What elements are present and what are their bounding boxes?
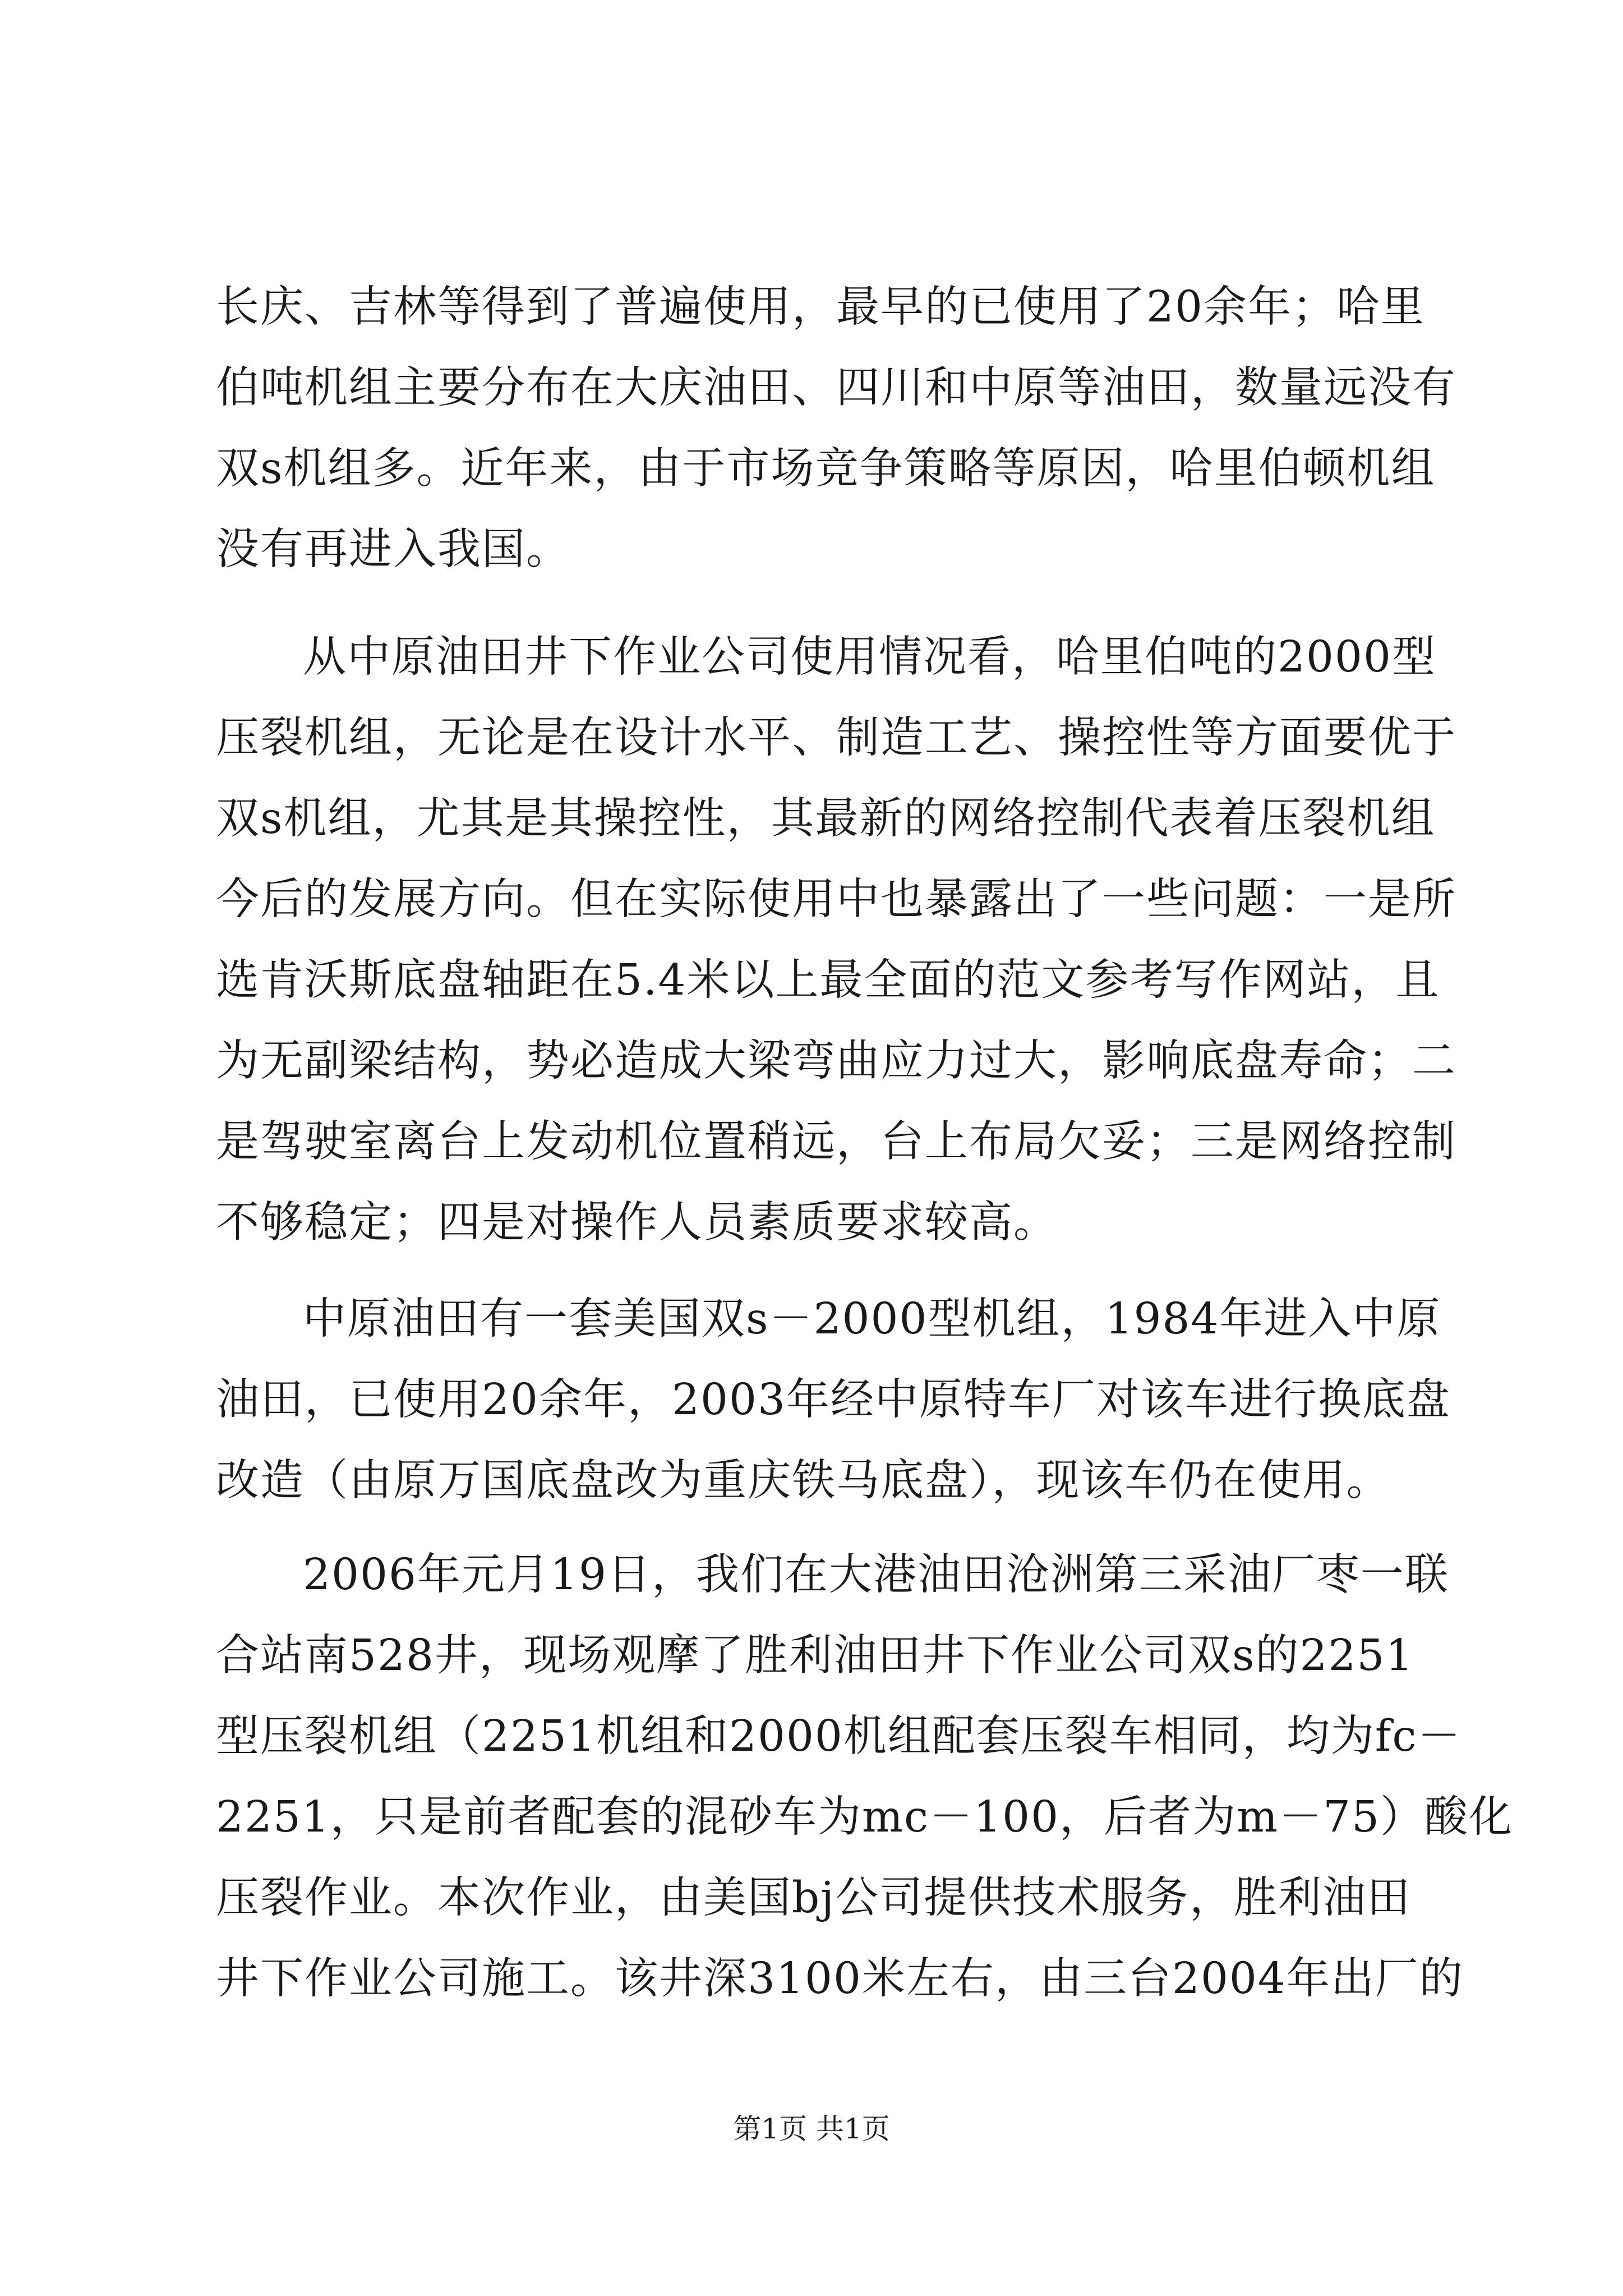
text-line: 不够稳定；四是对操作人员素质要求较高。	[216, 1198, 1058, 1248]
text-line: 选肯沃斯底盘轴距在5.4米以上最全面的范文参考写作网站，且	[216, 955, 1440, 1005]
text-line: 2006年元月19日，我们在大港油田沧洲第三采油厂枣一联	[303, 1550, 1449, 1600]
page-footer: 第1页 共1页	[733, 2113, 890, 2145]
text-line: 为无副梁结构，势必造成大梁弯曲应力过大，影响底盘寿命；二	[216, 1036, 1456, 1086]
text-line: 双s机组多。近年来，由于市场竞争策略等原因，哈里伯顿机组	[216, 444, 1436, 494]
text-line: 型压裂机组（2251机组和2000机组配套压裂车相同，均为fc－	[216, 1711, 1462, 1761]
text-line: 改造（由原万国底盘改为重庆铁马底盘），现该车仍在使用。	[216, 1456, 1391, 1506]
text-line: 今后的发展方向。但在实际使用中也暴露出了一些问题：一是所	[216, 875, 1456, 924]
text-line: 从中原油田井下作业公司使用情况看，哈里伯吨的2000型	[303, 632, 1436, 682]
text-line: 2251，只是前者配套的混砂车为mc－100，后者为m－75）酸化	[216, 1792, 1514, 1842]
text-line: 是驾驶室离台上发动机位置稍远，台上布局欠妥；三是网络控制	[216, 1117, 1456, 1167]
text-line: 双s机组，尤其是其操控性，其最新的网络控制代表着压裂机组	[216, 794, 1436, 844]
text-line: 合站南528井，现场观摩了胜利油田井下作业公司双s的2251	[216, 1631, 1414, 1681]
text-line: 中原油田有一套美国双s－2000型机组，1984年进入中原	[303, 1294, 1441, 1344]
text-line: 油田，已使用20余年，2003年经中原特车厂对该车进行换底盘	[216, 1375, 1451, 1425]
text-line: 压裂作业。本次作业，由美国bj公司提供技术服务，胜利油田	[216, 1873, 1412, 1923]
text-line: 井下作业公司施工。该井深3100米左右，由三台2004年出厂的	[216, 1954, 1464, 2004]
text-line: 没有再进入我国。	[216, 524, 570, 574]
text-line: 长庆、吉林等得到了普遍使用，最早的已使用了20余年；哈里	[216, 282, 1425, 332]
text-line: 伯吨机组主要分布在大庆油田、四川和中原等油田，数量远没有	[216, 363, 1456, 413]
text-line: 压裂机组，无论是在设计水平、制造工艺、操控性等方面要优于	[216, 713, 1456, 763]
